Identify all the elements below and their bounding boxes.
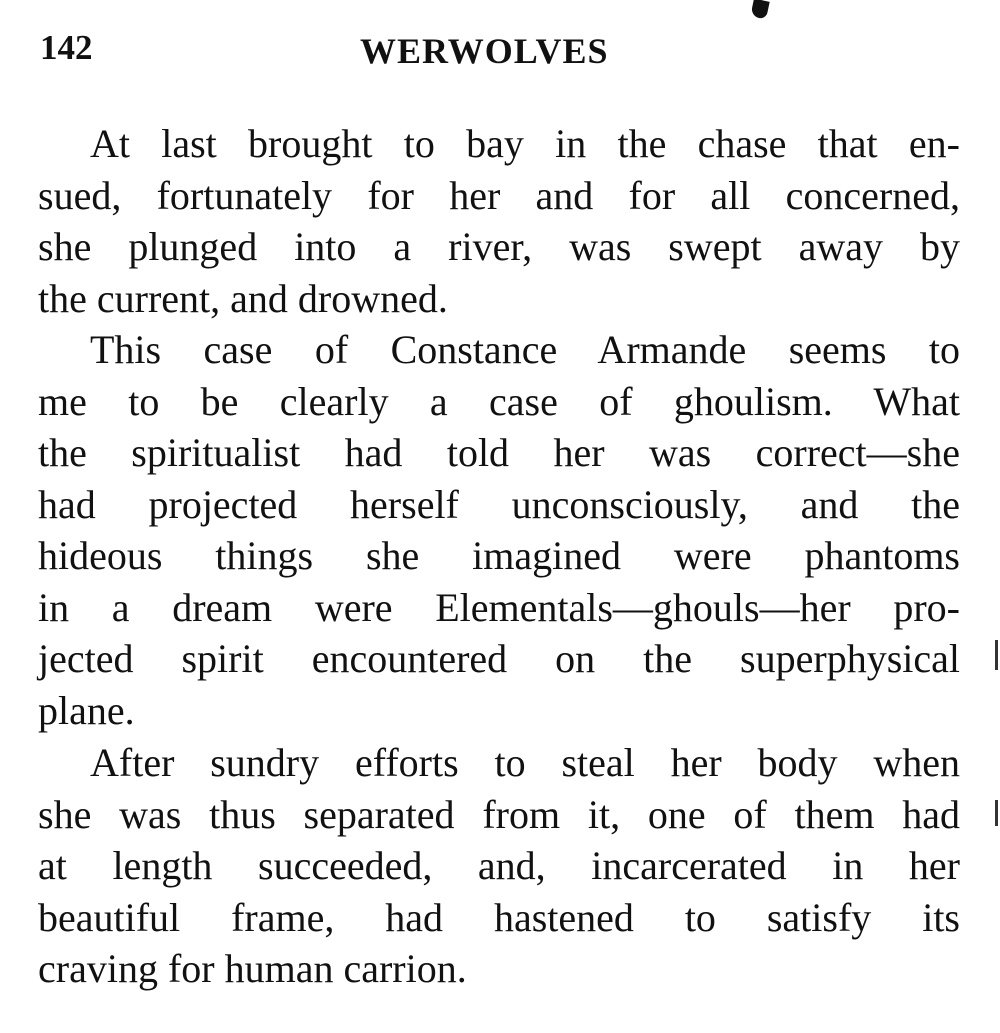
text-line: at length succeeded, and, incarcerated in her [38,843,960,888]
text-line: in a dream were Elementals—ghouls—her pro- [38,584,960,630]
text-line: After sundry efforts to steal her body when [90,740,960,785]
text-line: me to be clearly a case of ghoulism. What [38,378,960,424]
text-line: This case of Constance Armande seems to [90,327,960,372]
text-line: she was thus separated from it, one of them had [38,791,960,837]
scan-edge-mark [995,800,998,826]
running-head: WERWOLVES [360,31,609,71]
text-line: jected spirit encountered on the superphysical [38,636,960,681]
text-line: craving for human carrion. [38,946,467,991]
paragraph-1 [38,118,960,324]
page-number: 142 [40,28,93,67]
text-line: plane. [38,687,135,733]
text-line: the current, and drowned. [38,275,448,321]
text-line: had projected herself unconsciously, and the [38,481,960,527]
ink-smudge [750,0,769,19]
text-line: she plunged into a river, was swept away by [38,224,960,269]
paragraph-2 [38,324,960,736]
scan-edge-mark [995,640,998,670]
paragraph-3 [38,737,960,995]
text-line: At last brought to bay in the chase that en- [90,121,960,166]
text-line: hideous things she imagined were phantoms [38,533,960,578]
text-line: beautiful frame, had hastened to satisfy its [38,894,960,940]
text-line: sued, fortunately for her and for all concerned, [38,172,960,218]
text-line: the spiritualist had told her was correct—she [38,430,960,475]
